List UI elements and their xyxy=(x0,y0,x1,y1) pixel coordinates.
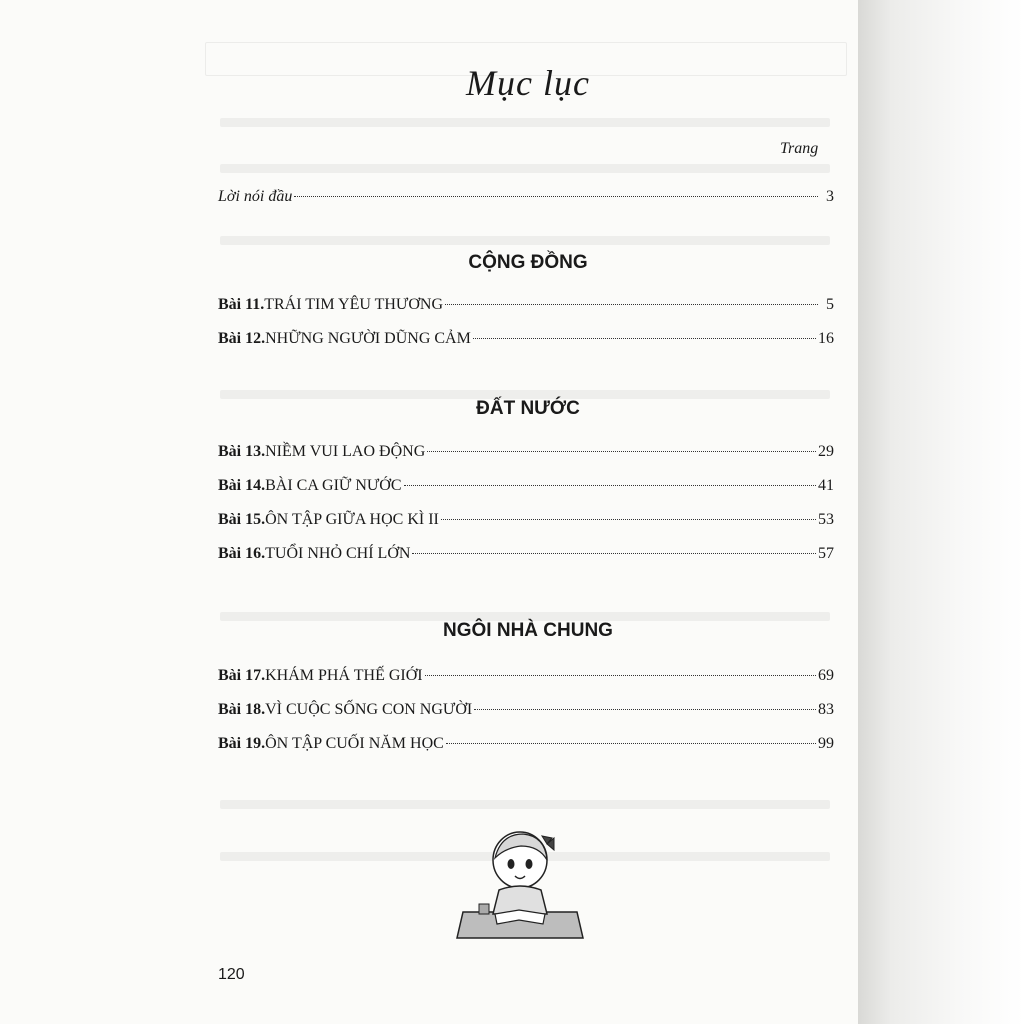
toc-entry-title: ÔN TẬP GIỮA HỌC KÌ II xyxy=(265,511,439,528)
toc-entry-page: 3 xyxy=(826,188,834,205)
lesson-number: Bài 19. xyxy=(218,735,266,752)
lesson-number: Bài 18. xyxy=(218,701,266,718)
toc-entry[interactable] xyxy=(218,296,834,318)
dot-leader xyxy=(427,451,816,452)
toc-entry-title: KHÁM PHÁ THẾ GIỚI xyxy=(265,667,423,684)
dot-leader xyxy=(473,338,816,339)
toc-entry-title: NIỀM VUI LAO ĐỘNG xyxy=(265,443,426,460)
dot-leader xyxy=(404,485,816,486)
page-column-label: Trang xyxy=(780,140,819,157)
toc-entry-title: TRÁI TIM YÊU THƯƠNG xyxy=(264,296,444,313)
toc-entry[interactable] xyxy=(218,443,834,465)
toc-entry-page: 83 xyxy=(818,701,834,718)
lesson-number: Bài 12. xyxy=(218,330,266,347)
toc-entry[interactable] xyxy=(218,511,834,533)
lesson-number: Bài 16. xyxy=(218,545,266,562)
toc-entry-title: BÀI CA GIỮ NƯỚC xyxy=(265,477,402,494)
toc-entry[interactable] xyxy=(218,735,834,757)
toc-entry-page: 69 xyxy=(818,667,834,684)
toc-entry[interactable] xyxy=(218,330,834,352)
lesson-number: Bài 15. xyxy=(218,511,266,528)
toc-entry-page: 99 xyxy=(818,735,834,752)
lesson-number: Bài 14. xyxy=(218,477,266,494)
book-spine-shadow xyxy=(858,0,1024,1024)
toc-entry-page: 57 xyxy=(818,545,834,562)
toc-entry-title: Lời nói đầu xyxy=(218,188,293,205)
page-title: Mục lục xyxy=(466,63,590,103)
lesson-number: Bài 17. xyxy=(218,667,266,684)
girl-studying-illustration xyxy=(455,820,585,950)
dot-leader xyxy=(445,304,818,305)
lesson-number: Bài 11. xyxy=(218,296,265,313)
toc-entry-title: TUỔI NHỎ CHÍ LỚN xyxy=(265,545,411,562)
section-heading: ĐẤT NƯỚC xyxy=(476,398,580,419)
dot-leader xyxy=(446,743,816,744)
toc-entry-title: VÌ CUỘC SỐNG CON NGƯỜI xyxy=(265,701,473,718)
toc-entry-page: 41 xyxy=(818,477,834,494)
toc-entry-page: 53 xyxy=(818,511,834,528)
toc-entry[interactable] xyxy=(218,545,834,567)
page-number: 120 xyxy=(218,966,245,983)
dot-leader xyxy=(441,519,816,520)
toc-entry[interactable] xyxy=(218,701,834,723)
toc-entry[interactable] xyxy=(218,667,834,689)
dot-leader xyxy=(474,709,816,710)
toc-entry-intro[interactable] xyxy=(218,188,834,210)
toc-entry-page: 16 xyxy=(818,330,834,347)
dot-leader xyxy=(412,553,816,554)
dot-leader xyxy=(294,196,818,197)
dot-leader xyxy=(425,675,816,676)
toc-entry-title: NHỮNG NGƯỜI DŨNG CẢM xyxy=(265,330,471,347)
toc-entry-page: 29 xyxy=(818,443,834,460)
toc-entry[interactable] xyxy=(218,477,834,499)
lesson-number: Bài 13. xyxy=(218,443,266,460)
toc-entry-title: ÔN TẬP CUỐI NĂM HỌC xyxy=(265,735,444,752)
section-heading: CỘNG ĐỒNG xyxy=(468,252,588,273)
toc-entry-page: 5 xyxy=(826,296,834,313)
section-heading: NGÔI NHÀ CHUNG xyxy=(443,620,613,641)
